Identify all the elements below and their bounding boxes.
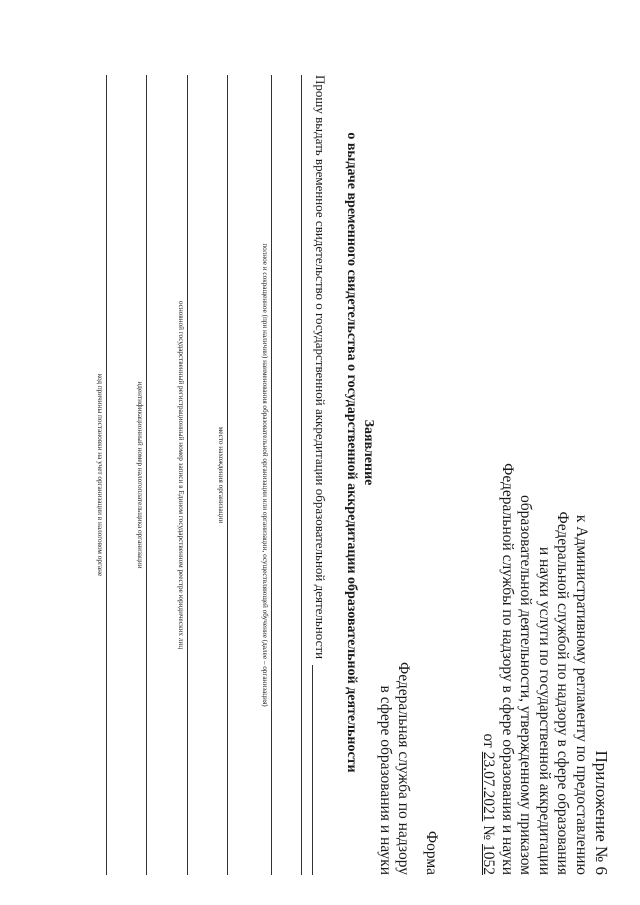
ogrn-line[interactable] (146, 75, 147, 875)
org-name-line-1[interactable] (301, 75, 302, 875)
location-line-1[interactable] (227, 75, 228, 875)
inn-line[interactable] (106, 75, 107, 875)
kpp-caption: код причины постановки на учет организации в налоговом органе (96, 373, 104, 577)
appendix-title: Приложение № 6 (592, 750, 611, 875)
org-name-caption: полное и сокращенное (при наличии) наименования образовательной организации или организации, осуществляющей обучение (далее – организация) (261, 243, 269, 707)
application-subtitle: о выдаче временного свидетельства о государственной аккредитации образовательной деятельности (344, 132, 359, 773)
application-title-block (343, 0, 377, 905)
appendix-header (479, 463, 612, 875)
org-name-line-2[interactable] (271, 75, 272, 875)
addressee-line: в сфере образования и науки (377, 685, 394, 875)
appendix-line: и науки услуги по государственной аккредитации (536, 546, 553, 875)
addressee (376, 662, 412, 875)
appendix-line: Федеральной службой по надзору в сфере образования (554, 511, 572, 875)
date-prefix: от (480, 733, 498, 748)
appendix-line: Федеральной службы по надзору в сфере образования и науки (499, 463, 516, 875)
form-label: Форма (423, 830, 440, 875)
appendix-line: к Административному регламенту по предоставлению (573, 514, 590, 875)
application-title: Заявление (361, 419, 376, 486)
order-date-line (479, 463, 498, 875)
inn-caption: идентификационный номер налогоплательщика организации (136, 381, 144, 569)
request-fill-line[interactable] (312, 665, 327, 875)
ogrn-caption: основной государственный регистрационный номер записи в Едином государственном реестре юридических лиц (177, 300, 185, 650)
appendix-line: образовательной деятельности, утвержденному приказом (517, 495, 535, 875)
request-text: Прошу выдать временное свидетельство о государственной аккредитации образовательной деятельности (313, 75, 328, 660)
location-line-2[interactable] (187, 75, 188, 875)
addressee-line: Федеральная служба по надзору (395, 662, 412, 875)
location-caption: место нахождения организации (217, 426, 225, 524)
order-number: 1052 (480, 844, 498, 875)
request-row (312, 75, 328, 875)
number-prefix: № (480, 825, 498, 841)
order-date: 23.07.2021 (480, 751, 498, 822)
